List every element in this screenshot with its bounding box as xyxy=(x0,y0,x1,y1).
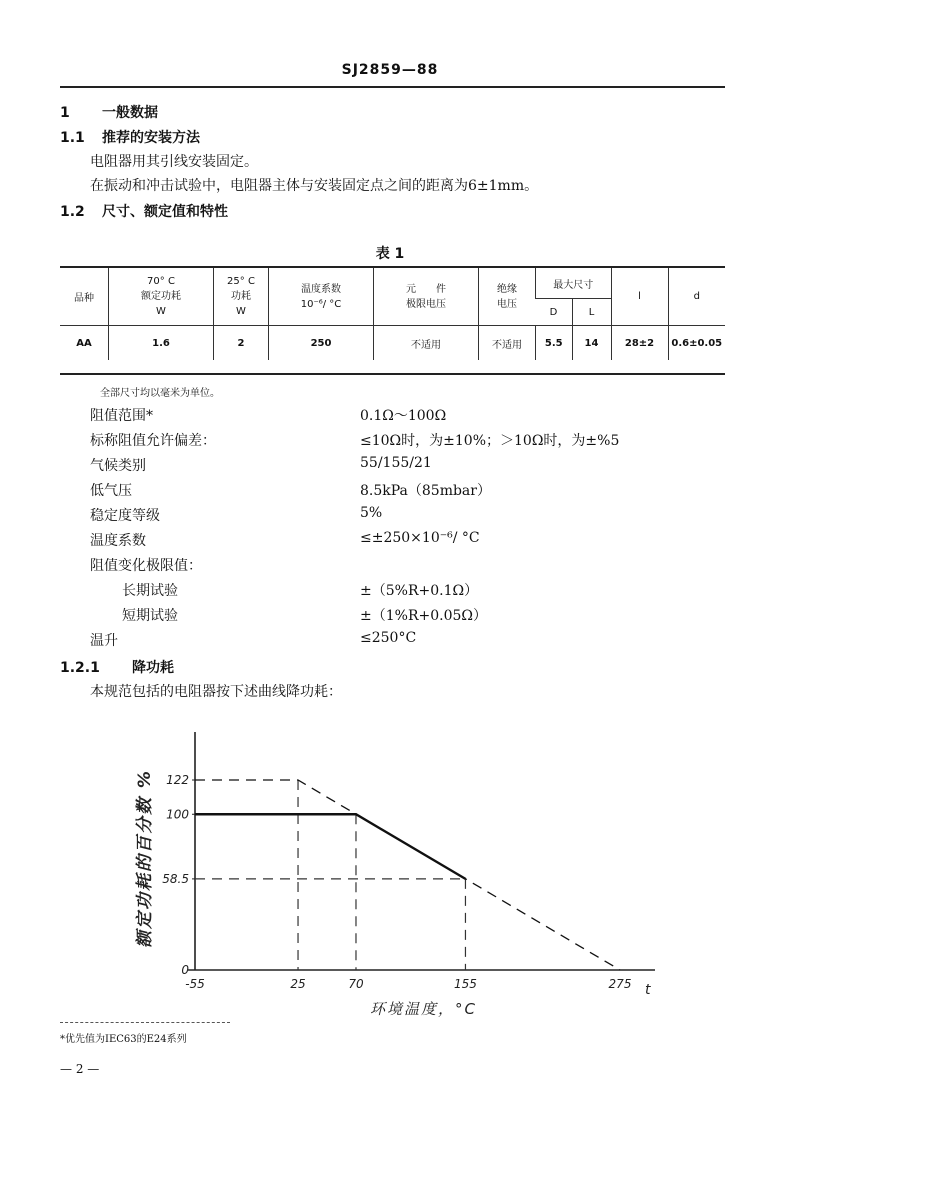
col-p70 xyxy=(109,268,214,326)
col-p25 xyxy=(214,268,269,326)
col-temp-label: 温度系数 xyxy=(301,283,341,295)
col-element-voltage xyxy=(374,268,479,326)
table-note: 全部尺寸均以毫米为单位。 xyxy=(100,388,220,399)
document-code: SJ2859—88 xyxy=(341,62,439,78)
footnote: *优先值为IEC63的E24系列 xyxy=(60,1034,187,1045)
x-unit-mark: t xyxy=(645,982,651,998)
col-p70-temp: 70° C xyxy=(147,276,175,287)
prop-value-stability: 5% xyxy=(360,505,383,521)
cell-D: 5.5 xyxy=(536,326,573,361)
x-tick-label: 275 xyxy=(608,977,632,991)
guide-lines xyxy=(195,780,465,970)
y-tick-labels xyxy=(162,773,195,977)
cell-L: 14 xyxy=(572,326,611,361)
prop-label-climate: 气候类别 xyxy=(90,458,146,474)
table-row xyxy=(60,326,725,361)
x-tick-labels xyxy=(185,977,631,991)
col-temp-unit: 10⁻⁶/ °C xyxy=(300,298,342,310)
prop-value-tolerance: ≤10Ω时，为±10%；＞10Ω时，为±%5 xyxy=(360,433,620,449)
section-1-2-1-heading xyxy=(60,657,174,677)
y-axis-label: 额定功耗的百分数 % xyxy=(135,769,155,948)
col-L: L xyxy=(572,299,611,326)
specs-table xyxy=(60,268,725,360)
series-line-dashed xyxy=(195,780,620,970)
prop-value-low-pressure: 8.5kPa（85mbar） xyxy=(360,483,491,499)
series-line-solid xyxy=(195,814,465,879)
prop-value-short-term: ±（1%R+0.05Ω） xyxy=(360,608,487,624)
section-1-2-1-number: 1.2.1 xyxy=(60,660,100,676)
col-p25-unit: W xyxy=(236,306,246,317)
mount-text-1: 电阻器用其引线安装固定。 xyxy=(90,154,258,170)
col-element-sub: 极限电压 xyxy=(406,298,446,310)
prop-label-tolerance: 标称阻值允许偏差： xyxy=(90,433,216,449)
section-1-number: 1 xyxy=(60,105,70,121)
prop-label-short-term: 短期试验 xyxy=(122,608,178,624)
prop-label-change-limit: 阻值变化极限值： xyxy=(90,558,202,574)
y-tick-label: 122 xyxy=(166,773,189,787)
cell-d: 0.6±0.05 xyxy=(668,326,725,361)
cell-l: 28±2 xyxy=(611,326,668,361)
prop-label-low-pressure: 低气压 xyxy=(90,483,132,499)
cell-p25: 2 xyxy=(214,326,269,361)
section-1-1-number: 1.1 xyxy=(60,130,85,146)
col-insulation xyxy=(479,268,536,326)
cell-temp-coeff: 250 xyxy=(269,326,374,361)
section-1-heading xyxy=(60,102,158,122)
section-1-2-number: 1.2 xyxy=(60,204,85,220)
x-axis-label: 环境温度，°C xyxy=(370,1000,477,1018)
table-caption: 表 1 xyxy=(375,246,405,262)
col-d: d xyxy=(668,268,725,326)
x-tick-label: 155 xyxy=(454,977,477,991)
cell-element-voltage: 不适用 xyxy=(374,326,479,361)
section-1-title: 一般数据 xyxy=(102,105,158,121)
prop-value-long-term: ±（5%R+0.1Ω） xyxy=(360,583,479,599)
footnote-rule xyxy=(60,1022,230,1023)
section-1-2-heading xyxy=(60,201,228,221)
section-1-1-heading xyxy=(60,127,200,147)
prop-value-temp-rise: ≤250°C xyxy=(360,630,417,646)
cell-variety: AA xyxy=(60,326,109,361)
col-max-size: 最大尺寸 xyxy=(536,268,612,299)
section-1-1-title: 推荐的安装方法 xyxy=(102,130,200,146)
col-insul-label: 绝缘 xyxy=(497,283,517,295)
y-tick-label: 58.5 xyxy=(162,871,189,886)
prop-value-climate: 55/155/21 xyxy=(360,455,432,471)
section-1-2-1-title: 降功耗 xyxy=(132,660,174,676)
derating-intro: 本规范包括的电阻器按下述曲线降功耗： xyxy=(90,684,342,700)
mount-text-2: 在振动和冲击试验中，电阻器主体与安装固定点之间的距离为6±1mm。 xyxy=(90,178,539,194)
y-tick-label: 100 xyxy=(166,807,189,822)
derating-chart xyxy=(120,720,680,1020)
page-number: — 2 — xyxy=(60,1062,100,1076)
cell-p70: 1.6 xyxy=(109,326,214,361)
col-p70-unit: W xyxy=(156,306,166,317)
header-rule xyxy=(60,86,725,88)
col-p70-label: 额定功耗 xyxy=(141,291,181,302)
table-bottom-rule xyxy=(60,373,725,375)
col-D: D xyxy=(549,306,558,318)
col-p25-temp: 25° C xyxy=(227,276,255,287)
cell-insulation: 不适用 xyxy=(479,326,536,361)
prop-label-long-term: 长期试验 xyxy=(122,583,178,599)
section-1-2-title: 尺寸、额定值和特性 xyxy=(102,204,228,220)
col-variety: 品种 xyxy=(74,293,94,304)
col-element-label: 元 件 xyxy=(406,283,446,295)
y-tick-label: 0 xyxy=(181,963,189,977)
series-lines xyxy=(195,780,620,970)
col-l: l xyxy=(611,268,668,326)
x-tick-label: -55 xyxy=(185,977,205,991)
prop-label-temp-coeff: 温度系数 xyxy=(90,533,146,549)
x-tick-label: 70 xyxy=(348,977,364,991)
prop-label-resistance-range: 阻值范围* xyxy=(90,408,153,424)
x-tick-label: 25 xyxy=(290,977,306,991)
prop-value-resistance-range: 0.1Ω～100Ω xyxy=(360,408,447,424)
prop-label-temp-rise: 温升 xyxy=(90,633,118,649)
col-insul-sub: 电压 xyxy=(497,298,517,310)
col-temp-coeff xyxy=(269,268,374,326)
prop-value-temp-coeff: ≤±250×10⁻⁶/ °C xyxy=(360,530,480,546)
prop-label-stability: 稳定度等级 xyxy=(90,508,160,524)
col-p25-label: 功耗 xyxy=(231,291,251,302)
